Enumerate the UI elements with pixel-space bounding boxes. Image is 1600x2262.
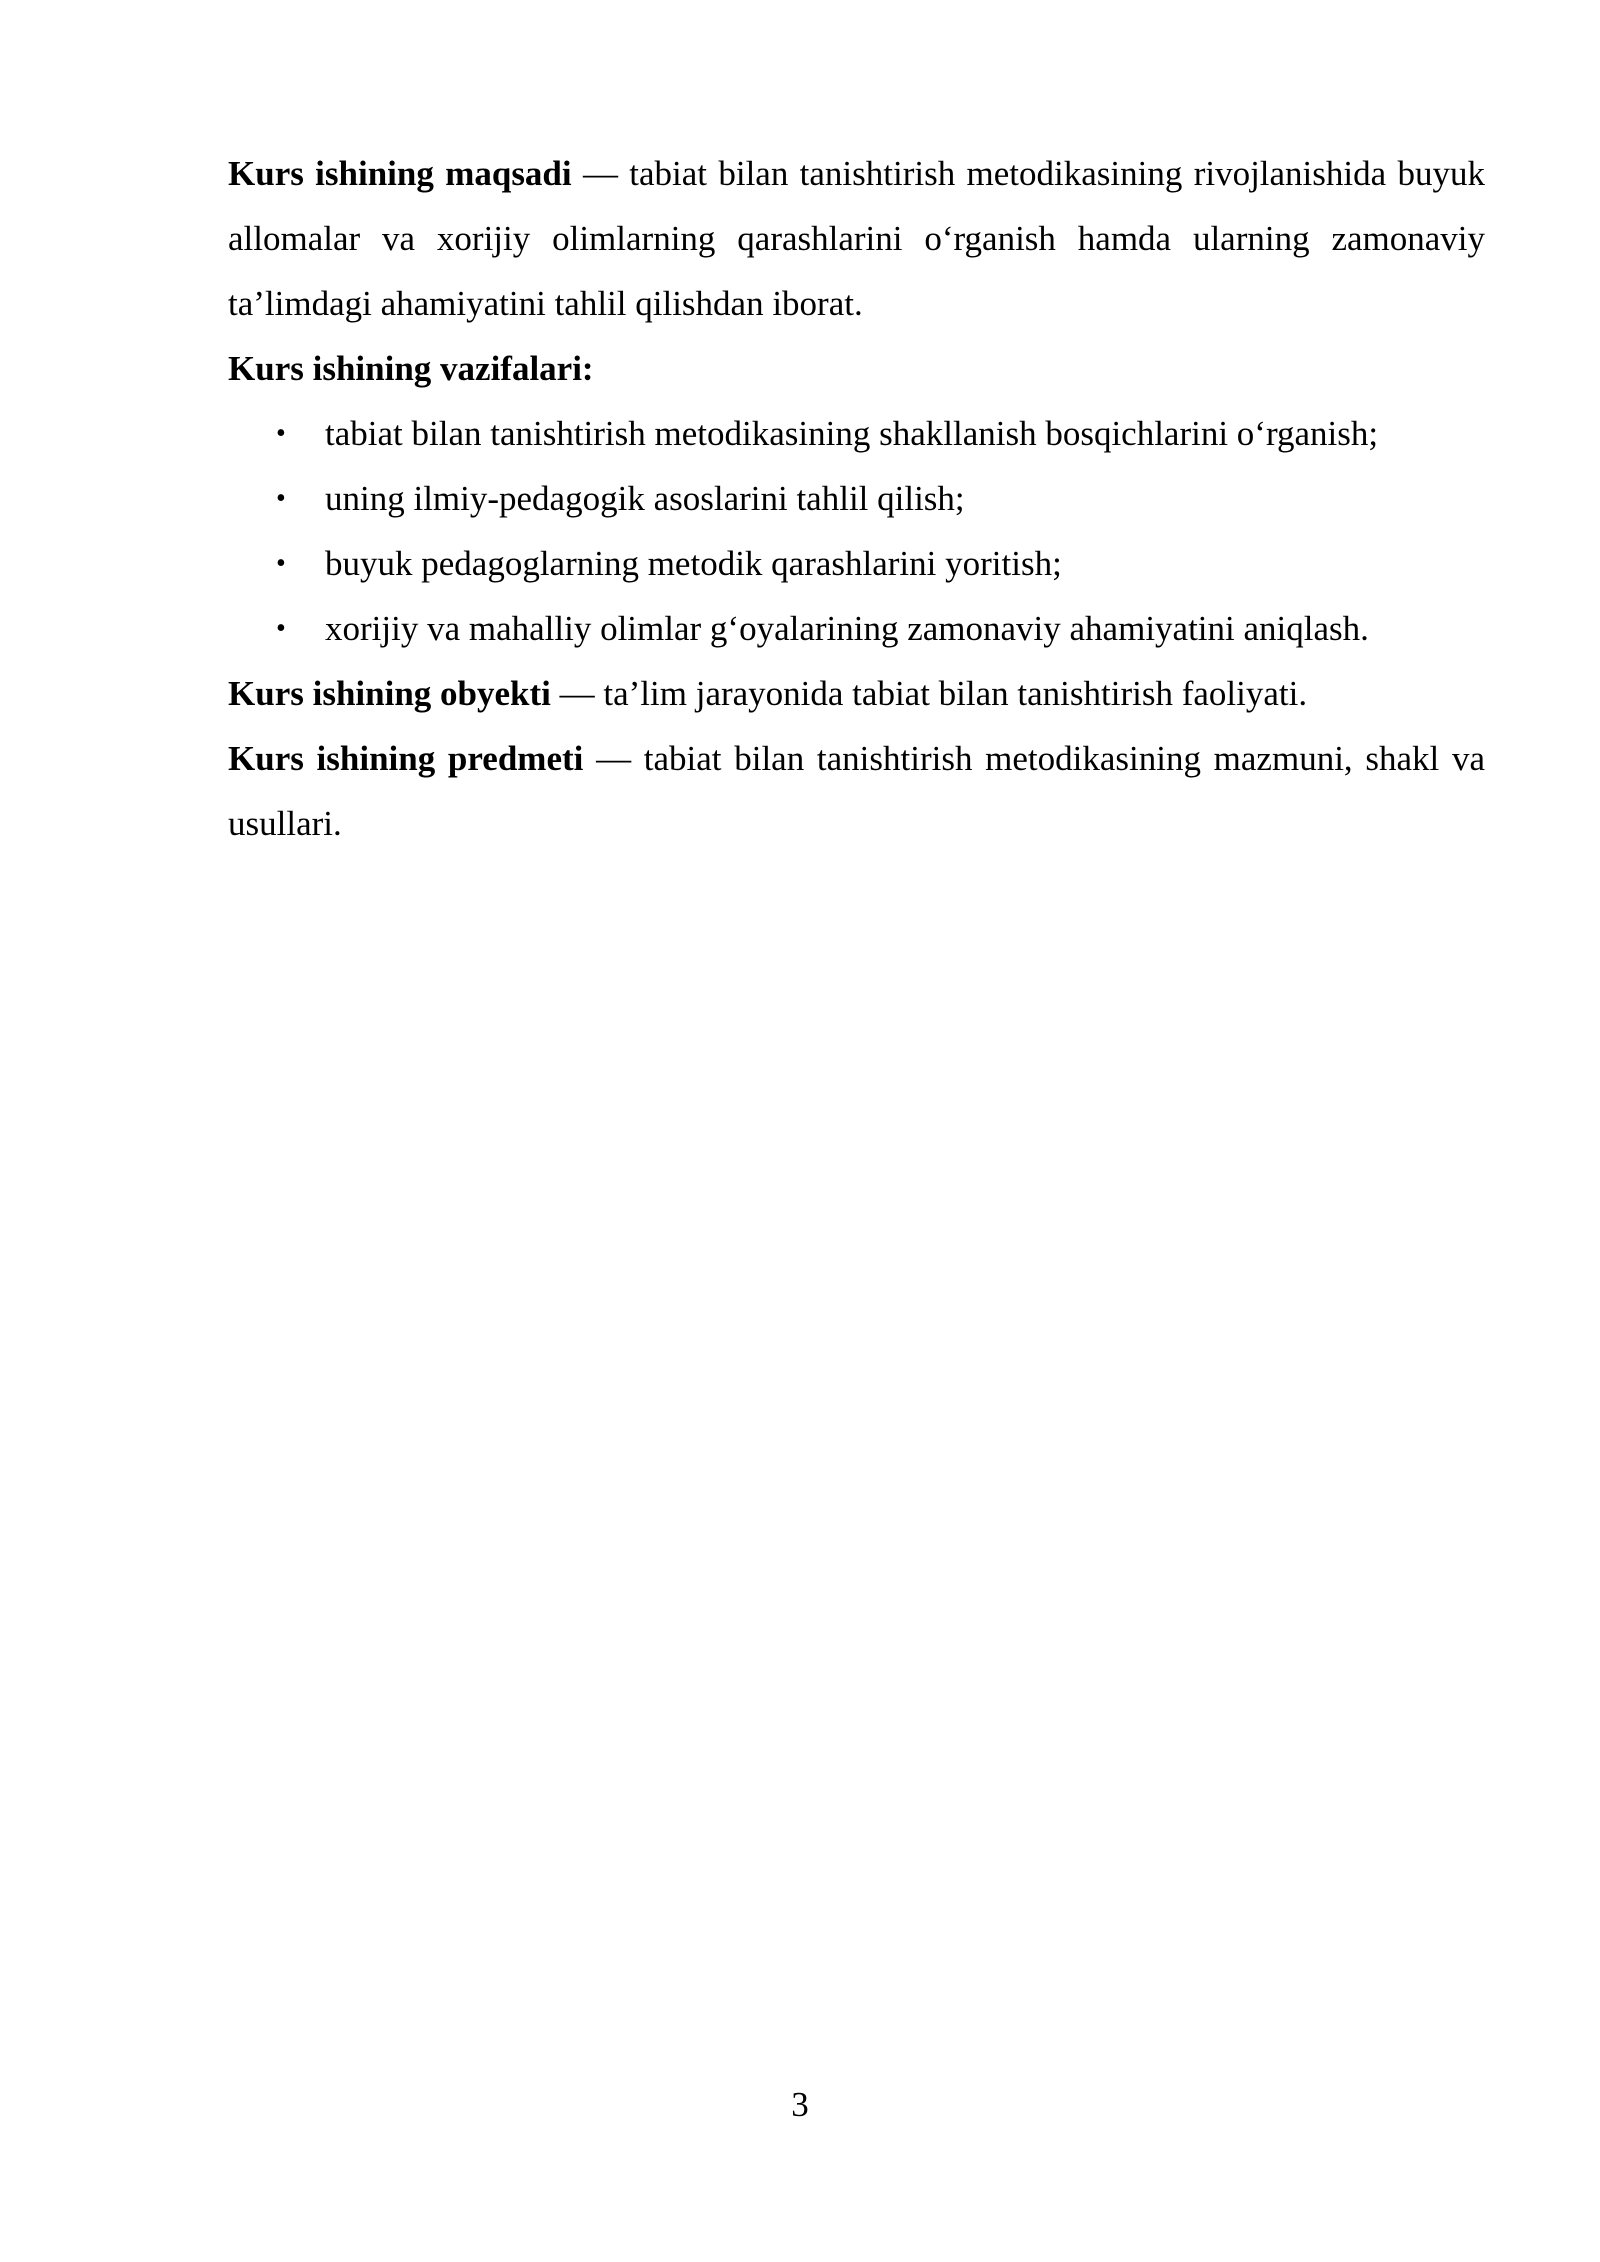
bullet-icon: • xyxy=(276,548,286,579)
list-item xyxy=(228,401,1485,466)
goal-label: Kurs ishining maqsadi xyxy=(228,154,572,193)
list-item-text: buyuk pedagoglarning metodik qarashlarini yoritish; xyxy=(325,544,1062,583)
bullet-icon: • xyxy=(276,483,286,514)
object-paragraph xyxy=(228,661,1485,726)
tasks-list xyxy=(228,401,1485,661)
bullet-icon: • xyxy=(276,418,286,449)
document-body xyxy=(228,141,1485,856)
page-number: 3 xyxy=(791,2085,809,2124)
subject-label: Kurs ishining predmeti xyxy=(228,739,584,778)
list-item xyxy=(228,596,1485,661)
goal-text: — tabiat bilan tanishtirish metodikasining rivojlanishida buyuk allomalar va xorijiy olimlarning qarashlarini o‘rganish hamda ularning zamonaviy ta’limdagi ahamiyatini tahlil qilishdan iborat. xyxy=(228,154,1485,323)
goal-paragraph xyxy=(228,141,1485,336)
list-item xyxy=(228,466,1485,531)
list-item-text: tabiat bilan tanishtirish metodikasining shakllanish bosqichlarini o‘rganish; xyxy=(325,414,1379,453)
object-text: — ta’lim jarayonida tabiat bilan tanishtirish faoliyati. xyxy=(550,674,1308,713)
object-label: Kurs ishining obyekti xyxy=(228,674,551,713)
list-item-text: uning ilmiy-pedagogik asoslarini tahlil qilish; xyxy=(325,479,965,518)
list-item-text: xorijiy va mahalliy olimlar g‘oyalarining zamonaviy ahamiyatini aniqlash. xyxy=(325,609,1369,648)
list-item xyxy=(228,531,1485,596)
tasks-heading: Kurs ishining vazifalari: xyxy=(228,349,594,388)
subject-text: — tabiat bilan tanishtirish metodikasining mazmuni, shakl va usullari. xyxy=(228,739,1485,843)
subject-paragraph xyxy=(228,726,1485,856)
bullet-icon: • xyxy=(276,613,286,644)
